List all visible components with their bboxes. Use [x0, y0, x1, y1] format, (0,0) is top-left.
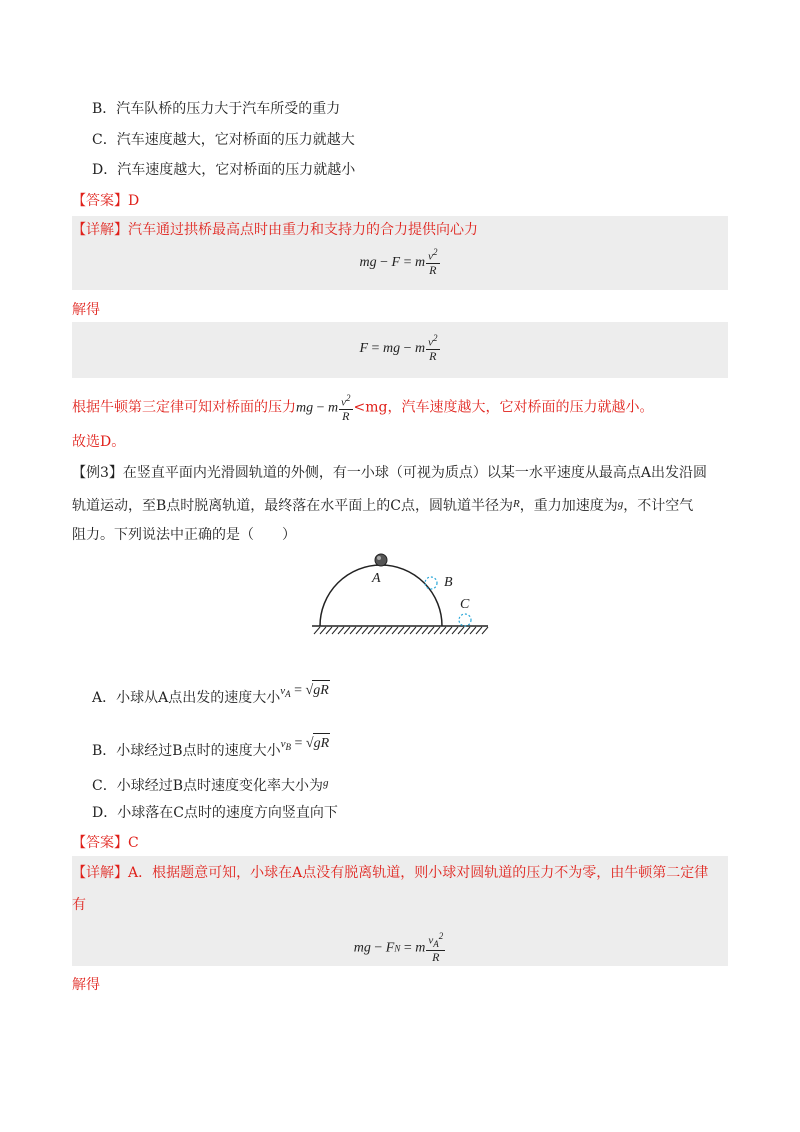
option-b-prev: B．汽车队桥的压力大于汽车所受的重力	[92, 101, 341, 117]
choose-line: 故选D。	[72, 434, 126, 450]
example-tag: 【例3】	[72, 465, 123, 481]
example-text-1: 在竖直平面内光滑圆轨道的外侧，有一小球（可视为质点）以某一水平速度从最高点A出发沿圆	[122, 465, 708, 481]
detail-3-line-2: 有	[72, 897, 86, 913]
equation-2: F = mg − m $\frac{v^2}{R}$	[359, 333, 438, 363]
equation-1: mg − F = m $\frac{v^2}{R}$	[359, 247, 438, 277]
example-3-line-2: 轨道运动，至B点时脱离轨道，最终落在水平面上的C点，圆轨道半径为$^R$，重力加速度为$^g$，不计空气	[72, 498, 694, 514]
label-c: C	[460, 597, 470, 612]
example-3-line-3: 阻力。下列说法中正确的是（ ）	[72, 527, 296, 543]
conclusion-post: ，汽车速度越大，它对桥面的压力就越小。	[387, 399, 654, 416]
example-3-line-1	[72, 463, 707, 483]
option-3-a: A．小球从A点出发的速度大小$^{v_A}$ = √gR	[92, 680, 330, 708]
conclusion-pre: 根据牛顿第三定律可知对桥面的压力	[72, 399, 296, 416]
answer-1	[72, 191, 139, 211]
detail-3-line-1: 【详解】A．根据题意可知，小球在A点没有脱离轨道，则小球对圆轨道的压力不为零，由牛顿第二定律	[72, 865, 709, 881]
solve-label-3: 解得	[72, 977, 100, 993]
detail-text: 汽车通过拱桥最高点时由重力和支持力的合力提供向心力	[128, 222, 478, 238]
equation-3: mg − FN = m $\frac{v_A^2}{R}$	[353, 931, 444, 964]
conclusion-lt: <mg	[353, 399, 388, 416]
option-c-prev: C．汽车速度越大，它对桥面的压力就越大	[92, 132, 355, 148]
answer-3: 【答案】C	[72, 835, 139, 851]
detail-1-text	[72, 220, 478, 240]
option-d-prev: D．汽车速度越大，它对桥面的压力就越小	[92, 162, 356, 178]
option-3-d: D．小球落在C点时的速度方向竖直向下	[92, 805, 338, 821]
label-a: A	[372, 571, 381, 586]
conclusion-line: 根据牛顿第三定律可知对桥面的压力mg − m $\frac{v^2}{R}$ <mg，汽车速度越大，它对桥面的压力就越小。	[72, 393, 654, 423]
detail-tag: 【详解】	[72, 222, 128, 238]
option-3-b: B．小球经过B点时的速度大小$^{v_B}$ = √gR	[92, 733, 330, 761]
label-b: B	[444, 575, 453, 590]
answer-tag: 【答案】	[72, 193, 128, 209]
semicircle-track-figure	[308, 550, 492, 636]
option-3-c: C．小球经过B点时速度变化率大小为$^g$	[92, 777, 329, 794]
solve-label-1: 解得	[72, 302, 100, 318]
answer-value: D	[128, 193, 140, 209]
